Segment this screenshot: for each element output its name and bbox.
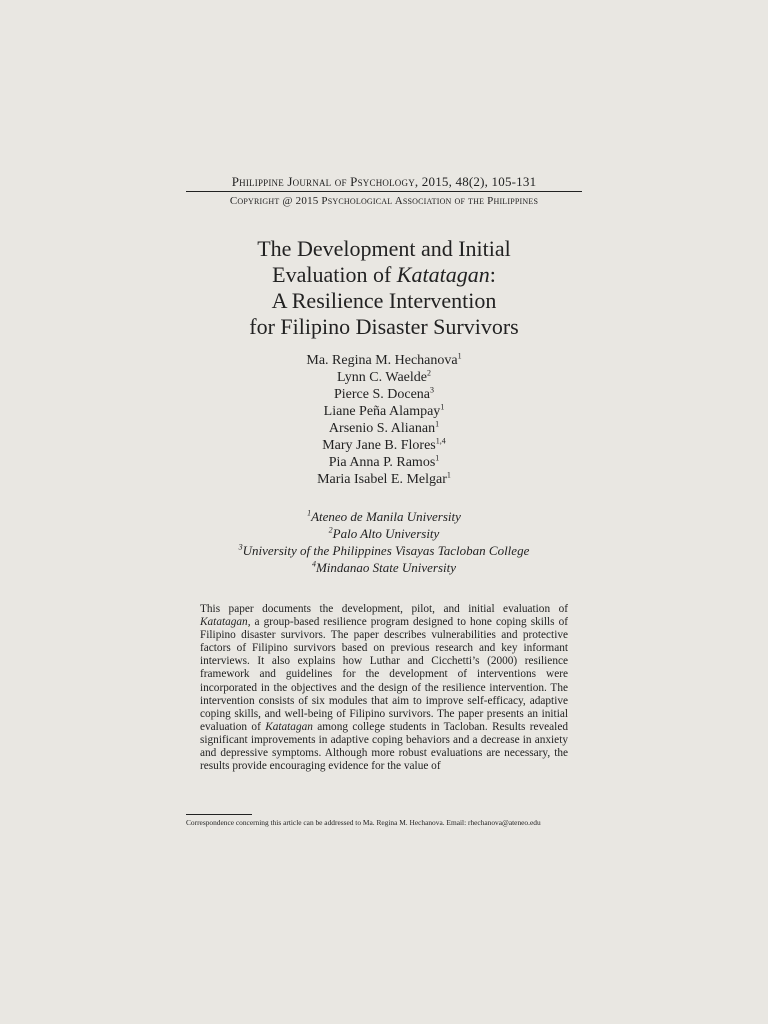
author (186, 403, 582, 420)
abstract-text: This paper documents the development, pilot, and initial evaluation of (200, 603, 568, 615)
author (186, 437, 582, 454)
author-name: Lynn C. Waelde (337, 370, 427, 385)
affiliation-mark: 1 (307, 508, 312, 518)
abstract-program-name: Katatagan (265, 720, 313, 733)
author-name: Ma. Regina M. Hechanova (306, 353, 458, 368)
author (186, 471, 582, 488)
copyright-line: Copyright @ 2015 Psychological Association of the Philippines (229, 195, 539, 207)
author (186, 352, 582, 369)
header-rule (186, 191, 582, 192)
author (186, 420, 582, 437)
correspondence-footnote: Correspondence concerning this article can be addressed to Ma. Regina M. Hechanova. Email: rhechanova@ateneo.edu (186, 818, 541, 827)
affiliation (186, 542, 582, 559)
author-name: Maria Isabel E. Melgar (317, 472, 447, 487)
author-list (186, 352, 582, 488)
abstract (200, 603, 568, 773)
author-affiliation-mark: 1 (457, 351, 462, 361)
title-line-1: The Development and Initial (257, 236, 511, 261)
title-line-2-prefix: Evaluation of (272, 262, 397, 287)
abstract-text: among college students in Tacloban. Results revealed significant improvements in adaptive coping behaviors and a decrease in anxiety and depressive symptoms. Although more robust evaluations are necessary, the results provide encouraging evidence for the value of (200, 720, 568, 773)
affiliation-name: Palo Alto University (332, 526, 440, 541)
author-name: Pierce S. Docena (333, 387, 431, 402)
author (186, 369, 582, 386)
title-program-name: Katatagan (396, 262, 490, 287)
title-line-4: for Filipino Disaster Survivors (249, 314, 519, 339)
journal-citation: Philippine Journal of Psychology, 2015, 48(2), 105-131 (231, 174, 537, 189)
author-affiliation-mark: 3 (430, 385, 435, 395)
affiliation (186, 508, 582, 525)
abstract-text: a group-based resilience program designed to hone coping skills of Filipino disaster survivors. The paper describes vulnerabilities and protective factors of Filipino survivors based on previous research and key informant interviews. It also explains how Luthar and Cicchetti’s (2000) resilience framework and guidelines for the development of interventions were incorporated in the objectives and the design of the resilience intervention. The intervention consists of six modules that aim to improve self-efficacy, adaptive coping skills, and well-being of Filipino survivors. The paper presents an initial evaluation of (200, 616, 568, 733)
affiliation-mark: 2 (328, 525, 333, 535)
abstract-program-name: Katatagan, (200, 616, 251, 629)
author-affiliation-mark: 1 (435, 419, 440, 429)
author (186, 386, 582, 403)
affiliation-name: Mindanao State University (315, 560, 457, 575)
affiliation (186, 525, 582, 542)
author-affiliation-mark: 1,4 (435, 436, 446, 446)
author-affiliation-mark: 1 (446, 470, 451, 480)
affiliation-mark: 3 (238, 542, 243, 552)
title-line-3: A Resilience Intervention (271, 288, 497, 313)
affiliation-mark: 4 (311, 559, 316, 569)
article-title (186, 236, 582, 340)
author-name: Pia Anna P. Ramos (328, 455, 436, 470)
author-affiliation-mark: 2 (427, 368, 431, 378)
affiliation (186, 559, 582, 576)
author-name: Mary Jane B. Flores (322, 438, 436, 453)
title-line-2-suffix: : (489, 262, 496, 287)
journal-header (186, 174, 582, 208)
author-affiliation-mark: 1 (435, 453, 440, 463)
author-name: Arsenio S. Alianan (328, 421, 436, 436)
author (186, 454, 582, 471)
affiliation-name: University of the Philippines Visayas Tacloban College (242, 543, 530, 558)
author-affiliation-mark: 1 (440, 402, 445, 412)
footnote-rule (186, 814, 252, 815)
affiliation-list (186, 508, 582, 576)
title-line-2 (186, 262, 582, 288)
affiliation-name: Ateneo de Manila University (311, 509, 461, 524)
author-name: Liane Peña Alampay (323, 404, 441, 419)
